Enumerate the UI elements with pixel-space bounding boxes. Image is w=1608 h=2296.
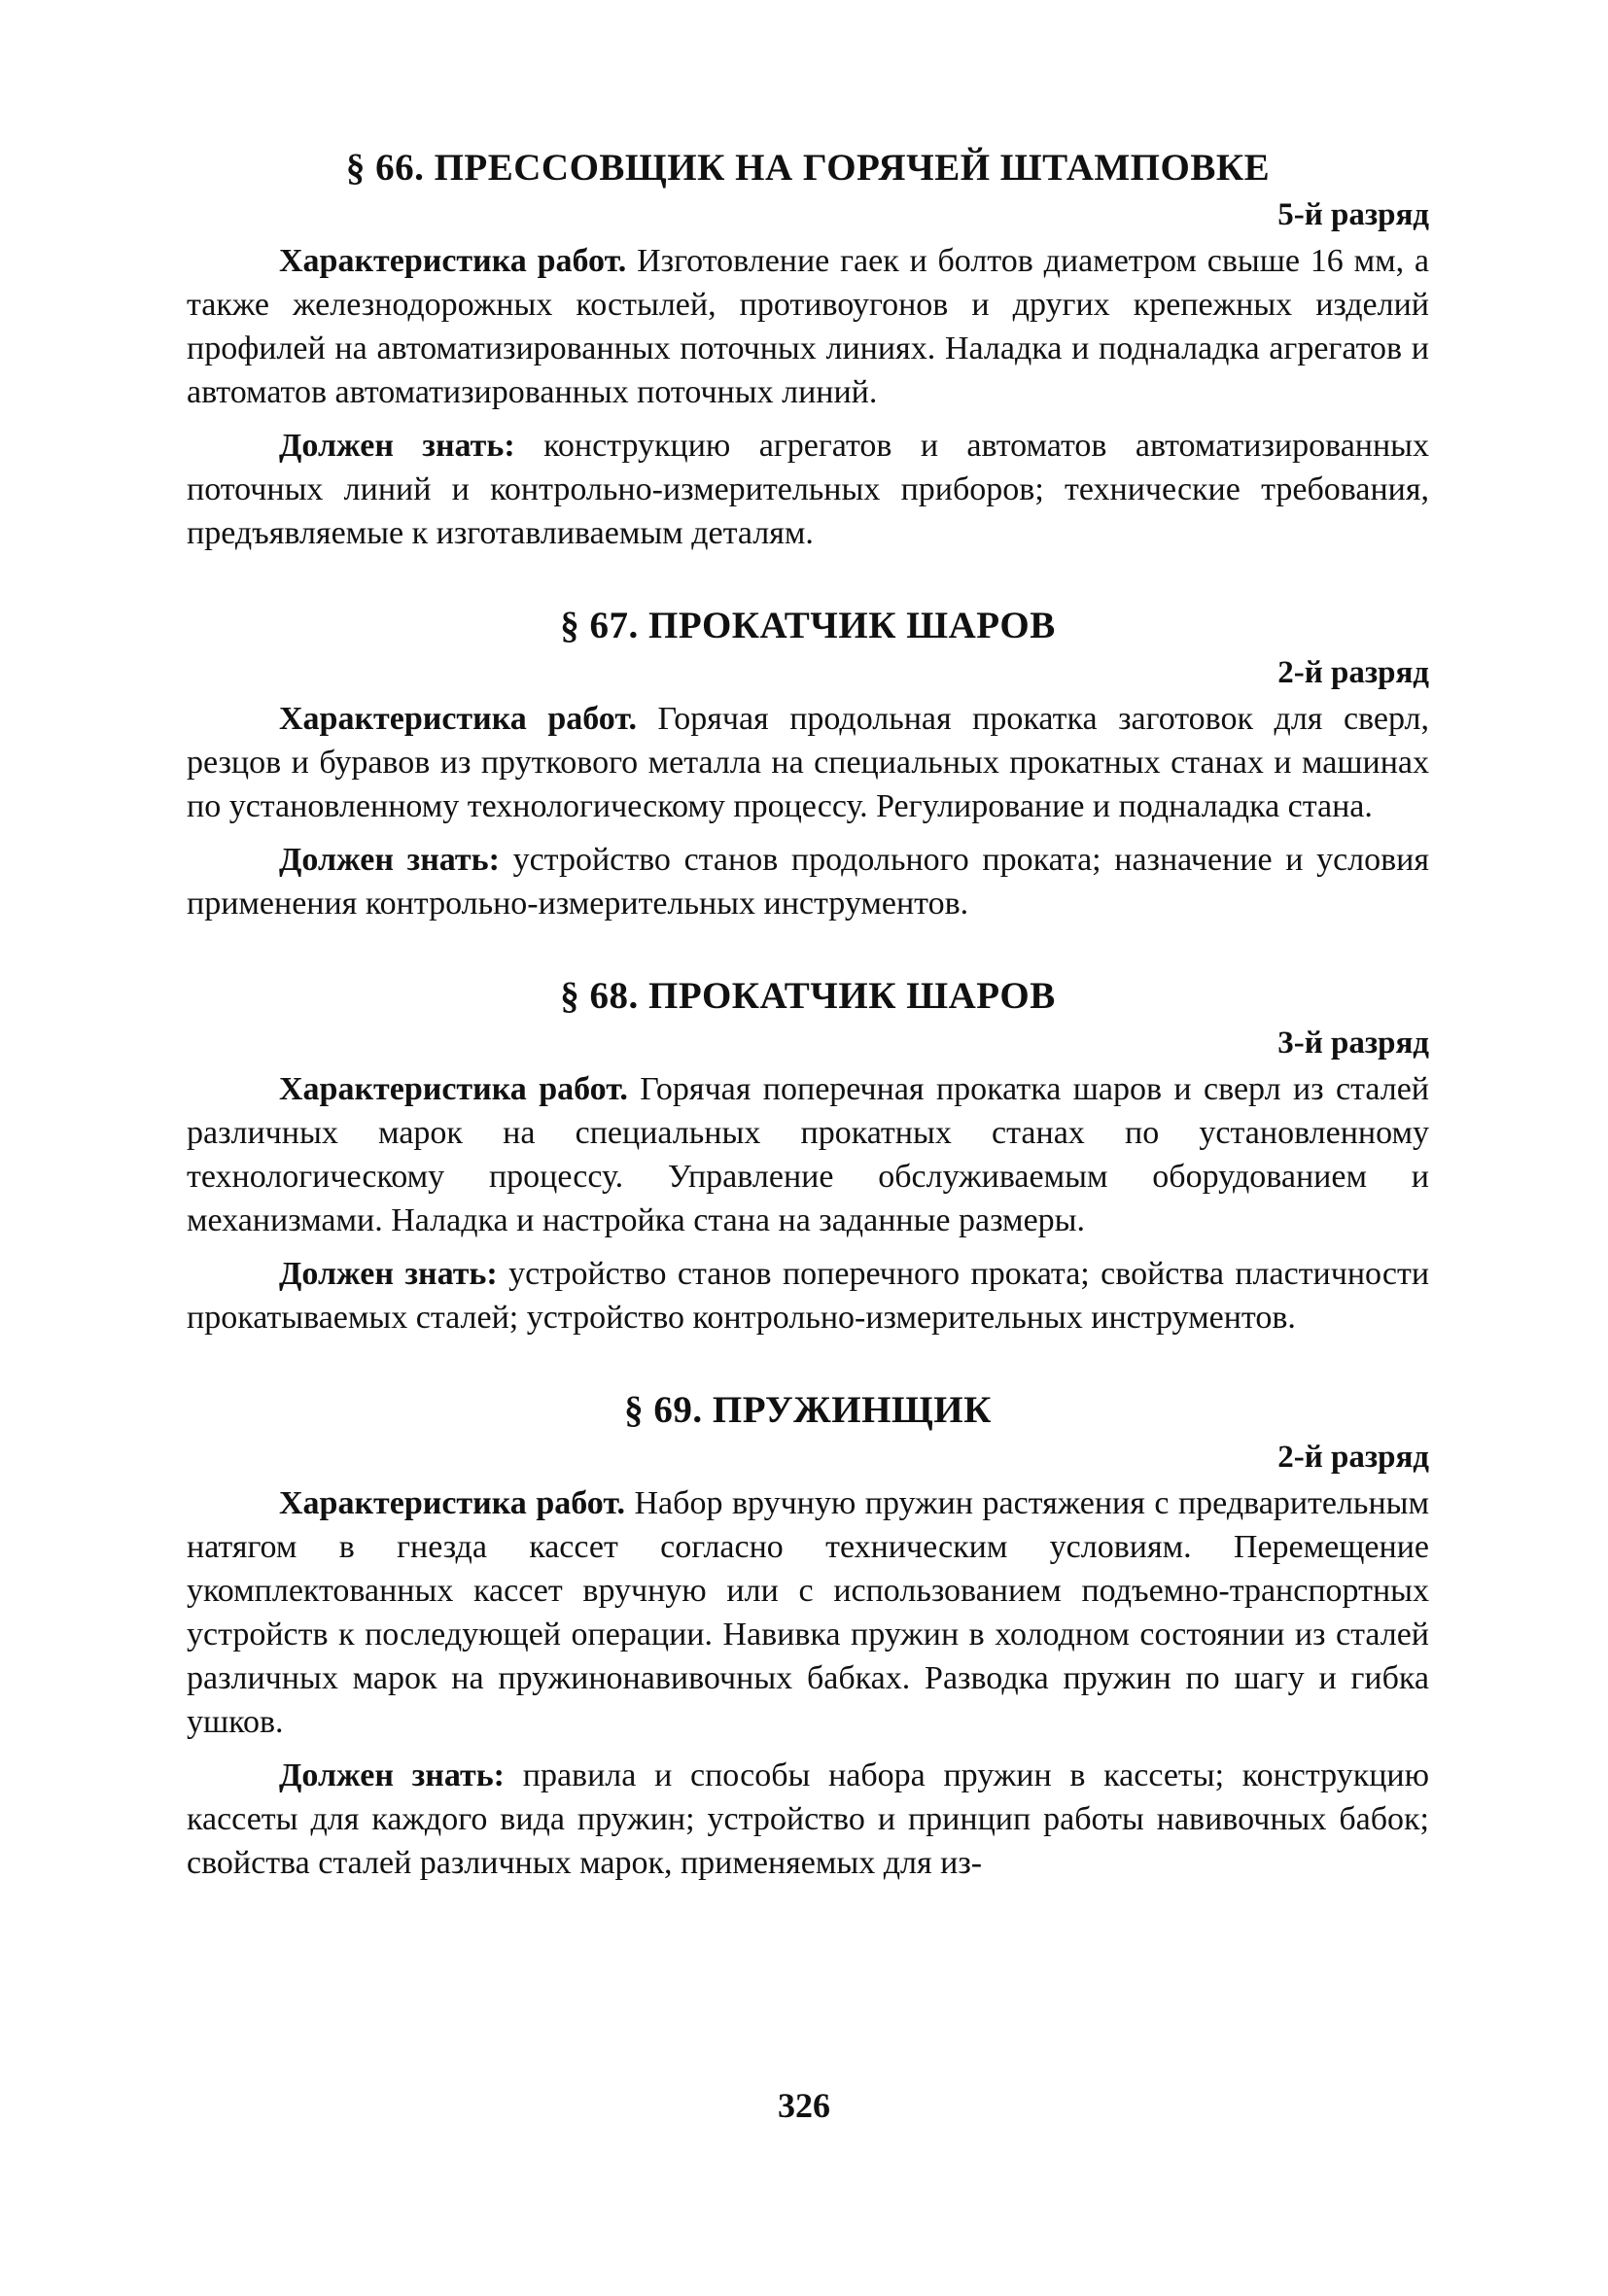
knowledge-text: правила и способы набора пружин в кассеты; конструкцию кассеты для каждого вида пружин; устройство и принцип работы навивочных бабок; свойства сталей различных марок, применяемых для из-	[187, 1757, 1430, 1881]
characteristics-paragraph	[187, 1067, 1429, 1242]
knowledge-label: Должен знать:	[279, 842, 500, 878]
knowledge-text: устройство станов поперечного проката; свойства пластичности прокатываемых сталей; устройство контрольно-измерительных инструментов.	[187, 1256, 1430, 1336]
characteristics-text: Горячая продольная прокатка заготовок для сверл, резцов и буравов из пруткового металла на специальных прокатных станах и машинах по установленному технологическому процессу. Регулирование и подналадка стана.	[187, 701, 1430, 824]
grade-label: 2-й разряд	[1277, 655, 1429, 690]
section-title: § 69. ПРУЖИНЩИК	[624, 1389, 992, 1431]
knowledge-paragraph	[187, 1252, 1429, 1339]
characteristics-paragraph	[187, 1481, 1429, 1744]
characteristics-paragraph	[187, 697, 1429, 828]
characteristics-label: Характеристика работ.	[279, 1071, 628, 1107]
page-number: 326	[778, 2086, 830, 2125]
section-66	[187, 146, 1429, 555]
section-title: § 66. ПРЕССОВЩИК НА ГОРЯЧЕЙ ШТАМПОВКЕ	[345, 147, 1271, 189]
section-69	[187, 1388, 1429, 1885]
characteristics-text: Горячая поперечная прокатка шаров и сверл из сталей различных марок на специальных прокатных станах по установленному технологическому процессу. Управление обслуживаемым оборудованием и механизмами. Наладка и настройка стана на заданные размеры.	[187, 1071, 1429, 1238]
knowledge-paragraph	[187, 838, 1429, 925]
knowledge-label: Должен знать:	[279, 1256, 498, 1292]
knowledge-label: Должен знать:	[279, 1757, 506, 1793]
knowledge-label: Должен знать:	[279, 428, 515, 464]
grade-label: 5-й разряд	[1277, 197, 1429, 232]
section-68	[187, 974, 1429, 1339]
section-67	[187, 604, 1429, 925]
section-title: § 68. ПРОКАТЧИК ШАРОВ	[560, 975, 1056, 1017]
characteristics-label: Характеристика работ.	[279, 1485, 625, 1521]
grade-label: 2-й разряд	[1277, 1440, 1429, 1475]
grade-label: 3-й разряд	[1277, 1026, 1429, 1061]
characteristics-text: Изготовление гаек и болтов диаметром свыше 16 мм, а также железнодорожных костылей, противоугонов и других крепежных изделий профилей на автоматизированных поточных линиях. Наладка и подналадка агрегатов и автоматов автоматизированных поточных линий.	[187, 243, 1430, 410]
page-content	[187, 146, 1429, 1933]
characteristics-label: Характеристика работ.	[279, 701, 637, 737]
knowledge-text: устройство станов продольного проката; назначение и условия применения контрольно-измерительных инструментов.	[187, 842, 1430, 922]
knowledge-paragraph	[187, 424, 1429, 555]
characteristics-text: Набор вручную пружин растяжения с предварительным натягом в гнезда кассет согласно техническим условиям. Перемещение укомплектованных кассет вручную или с использованием подъемно-транспортных устройств к последующей операции. Навивка пружин в холодном состоянии из сталей различных марок на пружинонавивочных бабках. Разводка пружин по шагу и гибка ушков.	[187, 1485, 1429, 1740]
characteristics-paragraph	[187, 239, 1429, 414]
characteristics-label: Характеристика работ.	[279, 243, 627, 279]
knowledge-paragraph	[187, 1754, 1429, 1885]
section-title: § 67. ПРОКАТЧИК ШАРОВ	[560, 605, 1056, 646]
knowledge-text: конструкцию агрегатов и автоматов автоматизированных поточных линий и контрольно-измерительных приборов; технические требования, предъявляемые к изготавливаемым деталям.	[187, 428, 1430, 551]
